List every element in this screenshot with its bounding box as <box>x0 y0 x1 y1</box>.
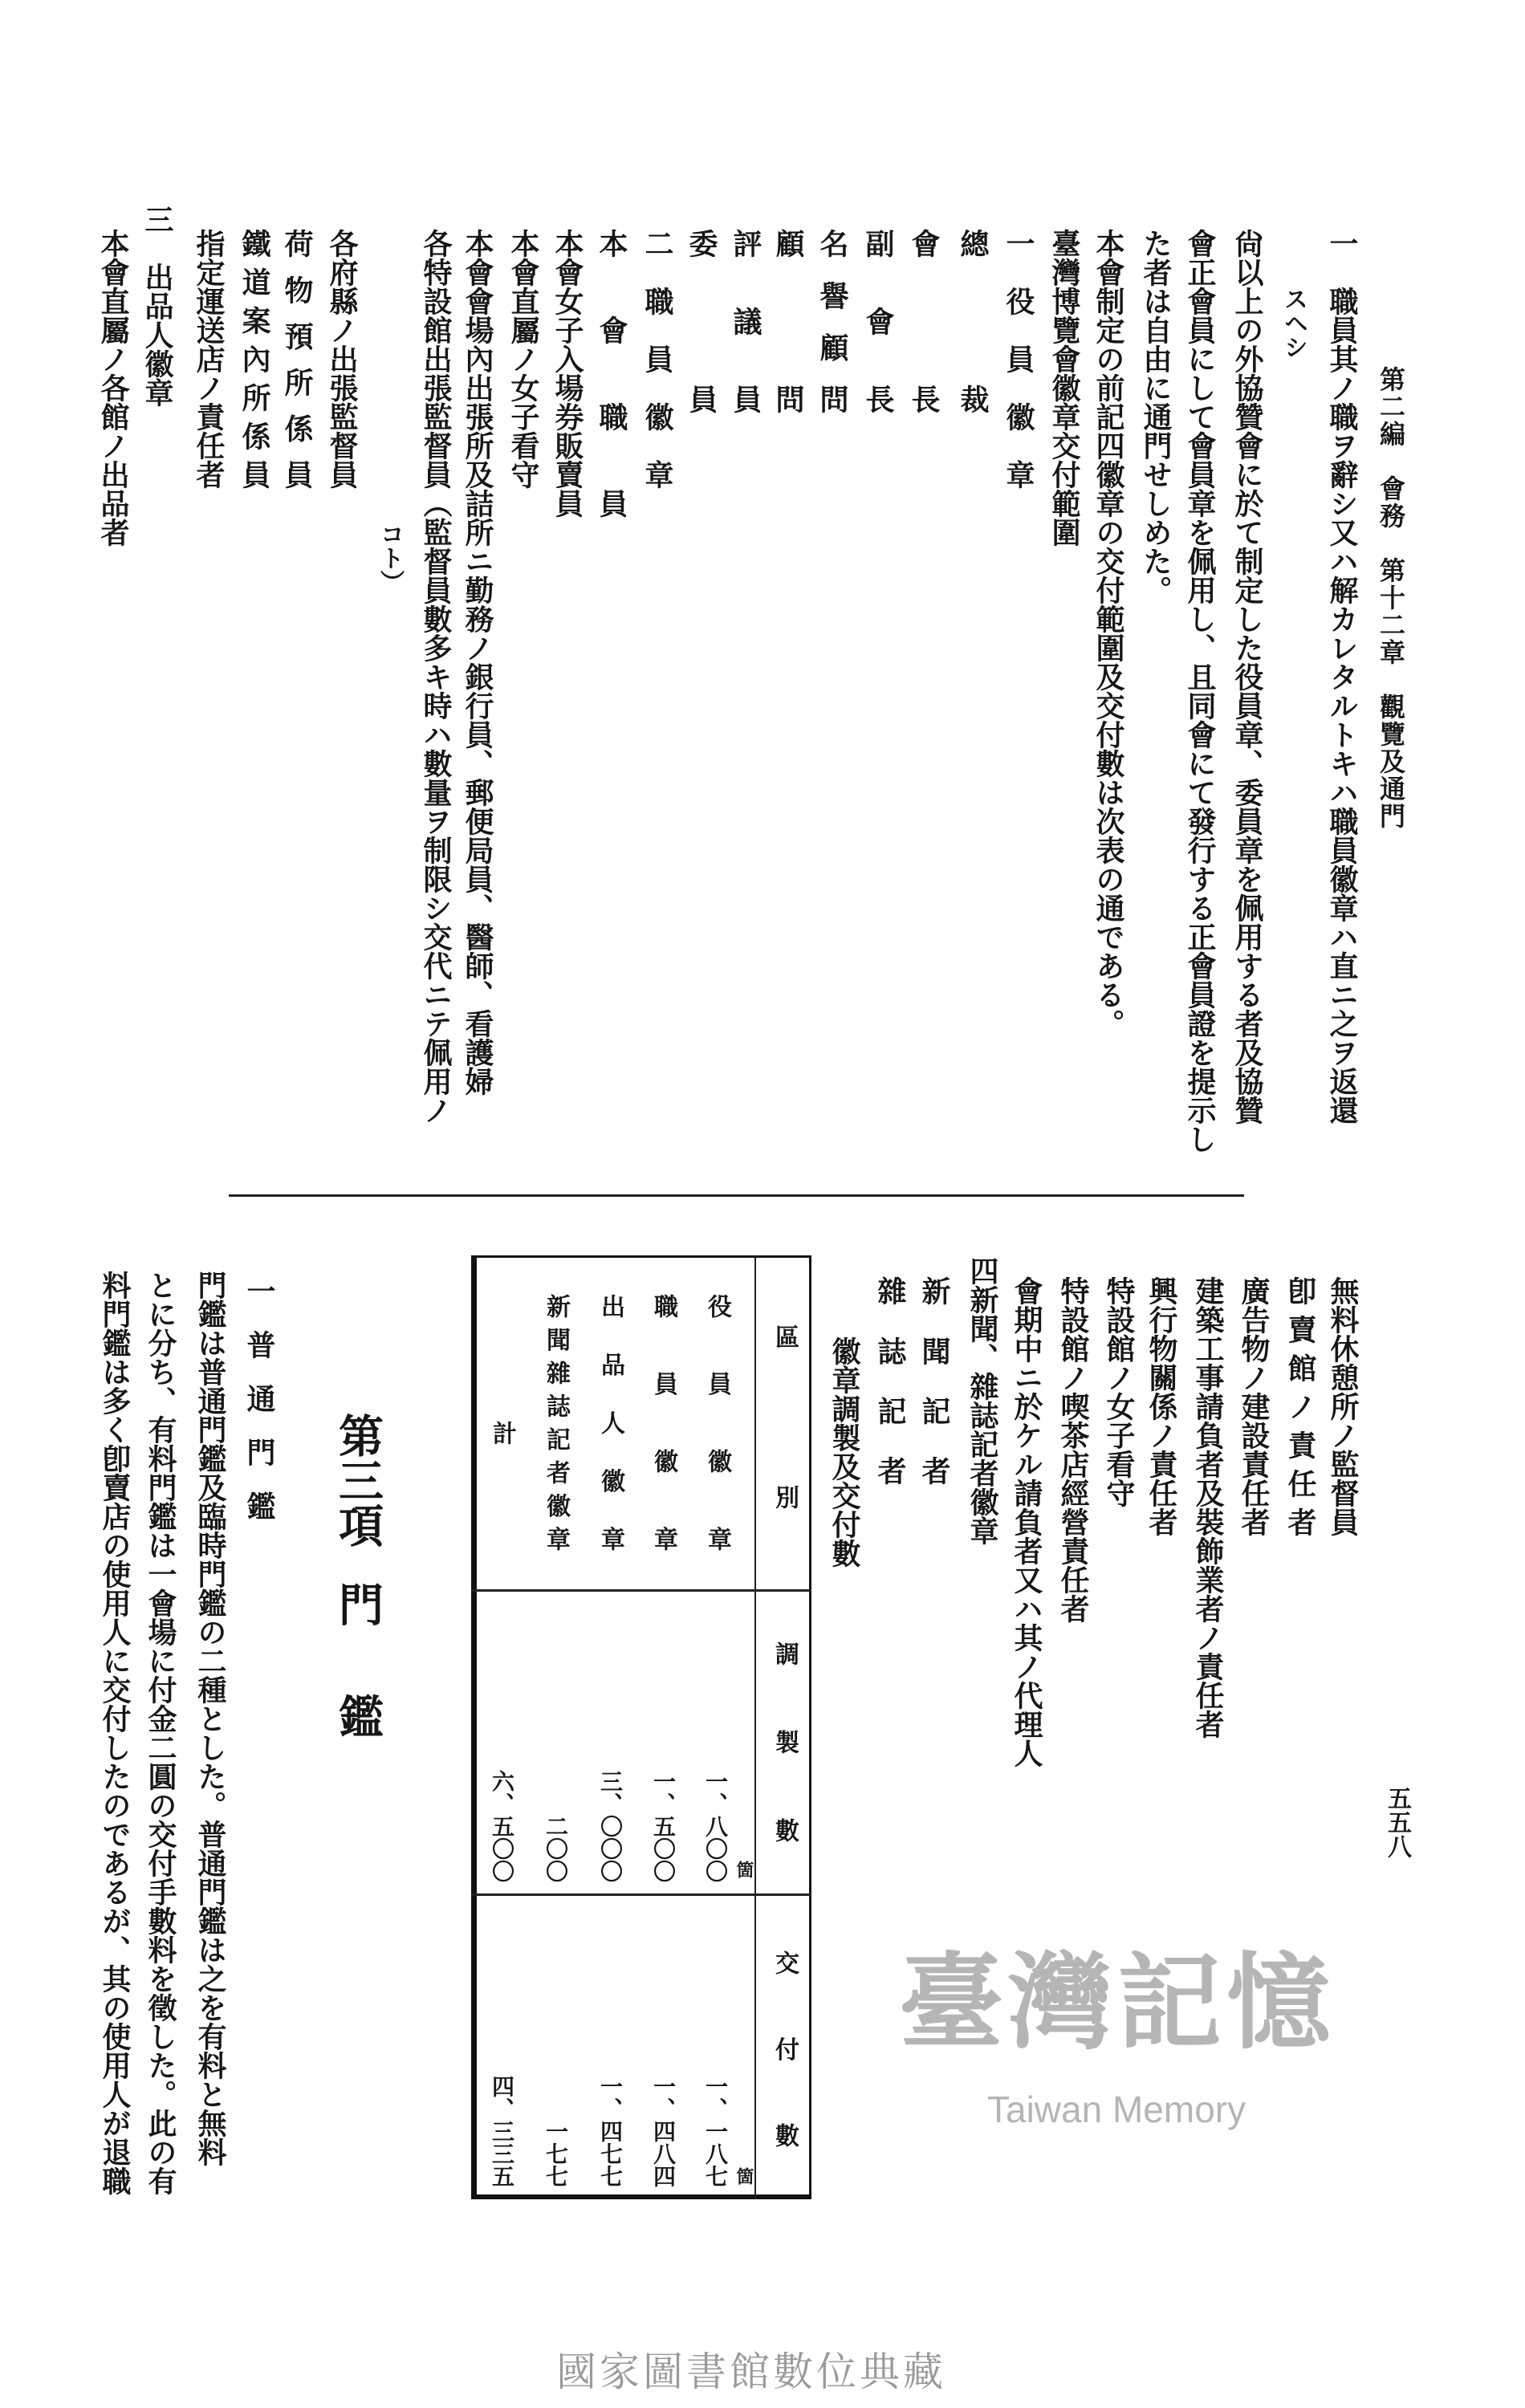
list-item: 本會直屬ノ各館ノ出品者 <box>96 229 130 547</box>
produced-value: 三、〇〇〇 <box>597 1770 624 1882</box>
list-item: 委員 <box>685 229 718 413</box>
produced-value: 六、五〇〇 <box>489 1770 515 1882</box>
paragraph-line: 門鑑は普通門鑑及臨時門鑑の二種とした。普通門鑑は之を有料と無料 <box>193 1271 227 2166</box>
paragraph-line: 尙以上の外協贊會に於て制定した役員章、委員章を佩用する者及協贊 <box>1230 229 1264 1125</box>
list-item: 特設館ノ女子看守 <box>1102 1276 1136 1507</box>
list-item: 名譽顧問 <box>815 229 849 413</box>
list-item: 顧問 <box>771 229 805 413</box>
ordinary-pass-heading: 一普通門鑑 <box>242 1276 276 1545</box>
list-item: 廣告物ノ建設責任者 <box>1237 1276 1271 1536</box>
staff-badge-heading: 二 職 員 徽 章 <box>640 229 674 489</box>
list-item: 本會職員 <box>595 229 628 518</box>
issued-value: 一、一八七 <box>702 2075 729 2187</box>
watermark-logo: 臺灣記憶 <box>899 1941 1336 2064</box>
row-category: 役員徽章 <box>703 1294 731 1551</box>
header-issued: 交付數 <box>771 1950 799 2147</box>
exhibitor-badge-heading: 三 出品人徽章 <box>140 205 174 407</box>
list-item: 指定運送店ノ責任者 <box>192 229 226 489</box>
paragraph-line: 料門鑑は多く卽賣店の使用人に交付したのであるが、其の使用人が退職 <box>98 1271 132 2195</box>
list-item: 各府縣ノ出張監督員 <box>325 229 359 489</box>
list-item: 興行物關係ノ責任者 <box>1145 1276 1178 1536</box>
table-band-divider <box>471 1893 811 1896</box>
list-item: 本會女子入場券販賣員 <box>551 229 584 518</box>
list-item: 會期中ニ於ケル請負者又ハ其ノ代理人 <box>1010 1276 1043 1767</box>
list-item: 卽賣館ノ責任者 <box>1283 1276 1317 1536</box>
list-item: 鐵道案內所係員 <box>238 229 271 489</box>
press-badge-heading: 四新聞、雜誌記者徽章 <box>966 1256 999 1545</box>
paragraph-line: 會正會員にして會員章を佩用し、且同會にて發行する正會員證を提示し <box>1183 229 1217 1153</box>
row-category: 職員徽章 <box>649 1294 677 1551</box>
produced-value: 二〇〇 <box>543 1815 569 1882</box>
section-title: 鑑 <box>331 1694 384 1739</box>
list-item: 總裁 <box>956 229 990 413</box>
footer-credit: 國家圖書館數位典藏 <box>556 2349 946 2395</box>
scope-title: 臺灣博覽會徽章交付範圍 <box>1047 229 1081 547</box>
issued-value: 一、四八四 <box>650 2075 677 2187</box>
unit-label: 箇 <box>734 1861 754 1878</box>
section-title: 門 <box>331 1581 384 1626</box>
produced-value: 一、八〇〇 <box>702 1770 729 1882</box>
list-item: 各特設館出張監督員（監督員數多キ時ハ數量ヲ制限シ交代ニテ佩用ノ <box>419 229 453 1125</box>
section-title: 第三項 <box>331 1413 384 1548</box>
watermark-logo-sub: Taiwan Memory <box>987 2089 1246 2130</box>
running-header: 第二編 會務 第十二章 觀覽及通門 <box>1376 366 1406 830</box>
list-item-cont: コト） <box>376 522 404 594</box>
row-category: 出品人徽章 <box>596 1294 624 1551</box>
issued-value: 一七七 <box>543 2120 569 2187</box>
paragraph-line: 本會制定の前記四徽章の交付範圍及交付數は次表の通である。 <box>1092 229 1125 1038</box>
list-item: 本會會場內出張所及詰所ニ勤務ノ銀行員、郵便局員、醫師、看護婦 <box>461 229 494 1096</box>
list-item: 雜誌記者 <box>873 1276 907 1485</box>
list-item: 評議員 <box>729 229 762 413</box>
issued-value: 四、三三五 <box>489 2075 515 2187</box>
table-title: 徽章調製及交付數 <box>828 1336 861 1568</box>
rule-return-badge: 一 職員其ノ職ヲ辭シ又ハ解カレタルトキハ職員徽章ハ直ニ之ヲ返還 <box>1325 229 1359 1125</box>
paragraph-line: とに分ち、有料門鑑は一會場に付金二圓の交付手數料を徵した。此の有 <box>144 1271 177 2195</box>
list-item: 新聞記者 <box>917 1276 951 1485</box>
unit-label: 箇 <box>734 2167 754 2185</box>
table-header-divider <box>754 1255 756 2199</box>
list-item: 特設館ノ喫茶店經營責任者 <box>1056 1276 1090 1623</box>
header-category: 區別 <box>771 1324 799 1509</box>
table-band-divider <box>471 1589 811 1592</box>
list-item: 荷物預所係員 <box>280 229 314 489</box>
officer-badge-heading: 一 役 員 徽 章 <box>1002 229 1035 489</box>
badge-table <box>471 1255 811 2199</box>
list-item: 會長 <box>907 229 941 413</box>
section-divider <box>229 1194 1244 1197</box>
issued-value: 一、四七七 <box>597 2075 624 2187</box>
list-item: 本會直屬ノ女子看守 <box>506 229 540 489</box>
produced-value: 一、五〇〇 <box>650 1770 677 1882</box>
list-item: 無料休憩所ノ監督員 <box>1326 1276 1360 1536</box>
row-category: 新聞雜誌記者徽章 <box>542 1294 570 1551</box>
row-category-total: 計 <box>488 1421 516 1445</box>
list-item: 建築工事請負者及裝飾業者ノ責任者 <box>1191 1276 1225 1739</box>
rule-return-badge-cont: スヘシ <box>1279 287 1307 359</box>
header-produced: 調製數 <box>771 1641 799 1842</box>
page-number: 五五八 <box>1383 1786 1411 1858</box>
paragraph-line: た者は自由に通門せしめた。 <box>1139 229 1173 604</box>
list-item: 副會長 <box>861 229 895 413</box>
